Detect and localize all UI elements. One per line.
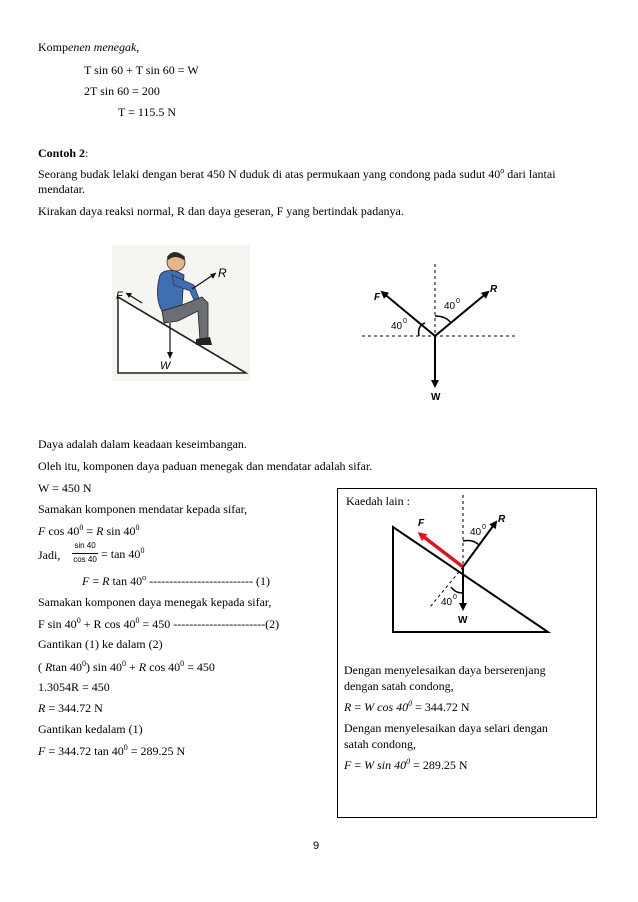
solution-line-14: Gantikan kedalam (1) xyxy=(38,722,143,736)
l11-plus: + xyxy=(126,660,139,674)
l11-R: R xyxy=(45,660,53,674)
l7-dashes: -------------------------- (1) xyxy=(146,574,271,588)
boy-incline-photo xyxy=(112,245,250,381)
kaedah-label-W: W xyxy=(458,615,468,626)
kaedah-eq-F xyxy=(344,757,468,773)
equation-3: T = 115.5 N xyxy=(118,105,177,119)
l5-cos: cos 40 xyxy=(45,524,80,538)
photo-label-R: R xyxy=(218,266,227,280)
force-diagram xyxy=(360,258,520,408)
example-heading-text: Contoh 2 xyxy=(38,146,86,160)
problem-line-2: mendatar. xyxy=(38,182,85,196)
kaedah-eqR-value: = 344.72 N xyxy=(412,700,470,714)
angle-sup-right: 0 xyxy=(456,298,460,305)
l15-sup: 0 xyxy=(123,743,128,752)
l7-sup: o xyxy=(142,573,147,582)
page-number: 9 xyxy=(313,840,320,852)
jadi-rest-text: = tan 40 xyxy=(101,547,141,561)
solution-line-3: W = 450 N xyxy=(38,481,92,495)
solution-line-11 xyxy=(38,659,215,675)
komponen-prefix: Komp xyxy=(38,40,68,54)
fraction-bar xyxy=(72,553,98,554)
l11-cos: cos 40 xyxy=(146,660,181,674)
l9-a: F sin 40 xyxy=(38,617,77,631)
kaedah-label-R: R xyxy=(498,514,506,525)
kaedah-title: Kaedah lain : xyxy=(346,494,410,508)
example-heading xyxy=(38,146,88,161)
l11-sup: 0 xyxy=(82,659,87,668)
komponen-menegak-heading xyxy=(38,40,139,55)
diagram-label-R: R xyxy=(490,284,498,295)
fraction-denominator: cos 40 xyxy=(73,555,97,564)
kaedah-p1-line2: dengan satah condong, xyxy=(344,679,454,693)
l9-sup: 0 xyxy=(76,616,81,625)
l5-R: R xyxy=(96,524,104,538)
jadi-rest xyxy=(101,546,144,562)
kaedah-p1-line1: Dengan menyelesaikan daya berserenjang xyxy=(344,663,546,677)
angle-sup-left: 0 xyxy=(403,318,407,325)
l9-c: = 450 -----------------------(2) xyxy=(139,617,280,631)
solution-line-8: Samakan komponen daya menegak kepada sifar, xyxy=(38,595,272,609)
kaedah-diagram xyxy=(338,489,596,639)
kaedah-eq-R xyxy=(344,699,470,715)
kaedah-eqF-wsin: W sin 40 xyxy=(364,758,407,772)
angle-value-left: 40 xyxy=(391,321,403,332)
angle-arc-right xyxy=(435,316,451,323)
l7-R: R xyxy=(102,574,110,588)
kaedah-angle-bottom-sup: 0 xyxy=(453,594,457,601)
l11-R2: R xyxy=(138,660,147,674)
jadi-sup: 0 xyxy=(140,546,145,555)
l5-sup2: 0 xyxy=(135,523,140,532)
problem-line-1 xyxy=(38,166,556,182)
problem-text-a: Seorang budak lelaki dengan berat 450 N duduk di atas permukaan yang condong pada sudut 40 xyxy=(38,167,501,181)
angle-arc-left xyxy=(419,323,425,336)
l7-F: F xyxy=(82,574,90,588)
l11-sup3: 0 xyxy=(180,659,185,668)
solution-line-10: Gantikan (1) ke dalam (2) xyxy=(38,637,163,651)
l5-eq: = xyxy=(83,524,97,538)
force-arrow-R xyxy=(435,292,488,336)
angle-value-right: 40 xyxy=(444,301,456,312)
l7-tan: tan 40 xyxy=(109,574,143,588)
l11-tan: tan 40 xyxy=(52,660,83,674)
problem-degree: o xyxy=(500,166,505,175)
kaedah-p2-line2: satah condong, xyxy=(344,737,416,751)
l5-sup: 0 xyxy=(79,523,84,532)
l5-F: F xyxy=(38,524,46,538)
instruction: Kirakan daya reaksi normal, R dan daya geseran, F yang bertindak padanya. xyxy=(38,204,404,218)
force-arrow-F xyxy=(382,292,435,336)
kaedah-eqR-sup: 0 xyxy=(408,699,413,708)
kaedah-incline-triangle xyxy=(393,527,548,632)
l15-F: F xyxy=(38,744,46,758)
solution-line-7 xyxy=(82,573,270,589)
boy-shirt xyxy=(157,271,184,312)
diagram-label-F: F xyxy=(374,292,381,303)
equation-2: 2T sin 60 = 200 xyxy=(84,84,160,98)
kaedah-angle-top-sup: 0 xyxy=(482,524,486,531)
solution-line-4: Samakan komponen mendatar kepada sifar, xyxy=(38,502,248,516)
l11-eq: = 450 xyxy=(184,660,215,674)
kaedah-eqR-R: R xyxy=(344,700,352,714)
solution-line-2: Oleh itu, komponen daya paduan menegak dan mendatar adalah sifar. xyxy=(38,459,373,473)
solution-line-15 xyxy=(38,743,185,759)
jadi-label: Jadi, xyxy=(38,548,61,562)
kaedah-angle-top: 40 xyxy=(470,527,482,538)
example-heading-colon: : xyxy=(85,146,89,160)
solution-line-12: 1.3054R = 450 xyxy=(38,680,110,694)
l15-value: = 289.25 N xyxy=(127,744,186,758)
l11-sin: ) sin 40 xyxy=(86,660,123,674)
l15-tan: = 344.72 tan 40 xyxy=(45,744,124,758)
kaedah-eqR-wcos: W cos 40 xyxy=(364,700,409,714)
alternative-method-box xyxy=(337,488,597,818)
photo-label-F: F xyxy=(116,290,123,302)
fraction-numerator: sin 40 xyxy=(74,541,96,550)
solution-line-1: Daya adalah dalam keadaan keseimbangan. xyxy=(38,437,247,451)
l9-sup2: 0 xyxy=(135,616,140,625)
kaedah-eqF-value: = 289.25 N xyxy=(410,758,468,772)
kaedah-angle-arc-bottom xyxy=(451,587,463,593)
kaedah-angle-bottom: 40 xyxy=(441,597,453,608)
l5-sin: sin 40 xyxy=(103,524,136,538)
kaedah-angle-arc-top xyxy=(463,541,479,546)
kaedah-p2-line1: Dengan menyelesaikan daya selari dengan xyxy=(344,721,548,735)
diagram-label-W: W xyxy=(431,392,441,403)
eq1-text: T sin 60 + T sin 60 = W xyxy=(84,63,199,77)
komponen-italic: enen menegak, xyxy=(68,40,140,54)
solution-line-9 xyxy=(38,616,279,632)
l13-value: = 344.72 N xyxy=(45,701,103,715)
kaedah-label-F: F xyxy=(418,518,425,529)
kaedah-eqR-eq: = xyxy=(351,700,365,714)
solution-line-5 xyxy=(38,523,139,539)
problem-text-b: dari lantai xyxy=(504,167,556,181)
l13-R: R xyxy=(38,701,46,715)
photo-label-W: W xyxy=(160,360,171,372)
kaedah-eqF-F: F xyxy=(344,758,352,772)
kaedah-eqF-sup: 0 xyxy=(406,757,411,766)
l11-a: ( xyxy=(38,660,45,674)
solution-line-13 xyxy=(38,701,103,716)
l9-b: + R cos 40 xyxy=(80,617,136,631)
l7-eq: = xyxy=(89,574,103,588)
l11-sup2: 0 xyxy=(122,659,127,668)
equation-1 xyxy=(84,63,199,78)
kaedah-eqF-eq: = xyxy=(351,758,365,772)
